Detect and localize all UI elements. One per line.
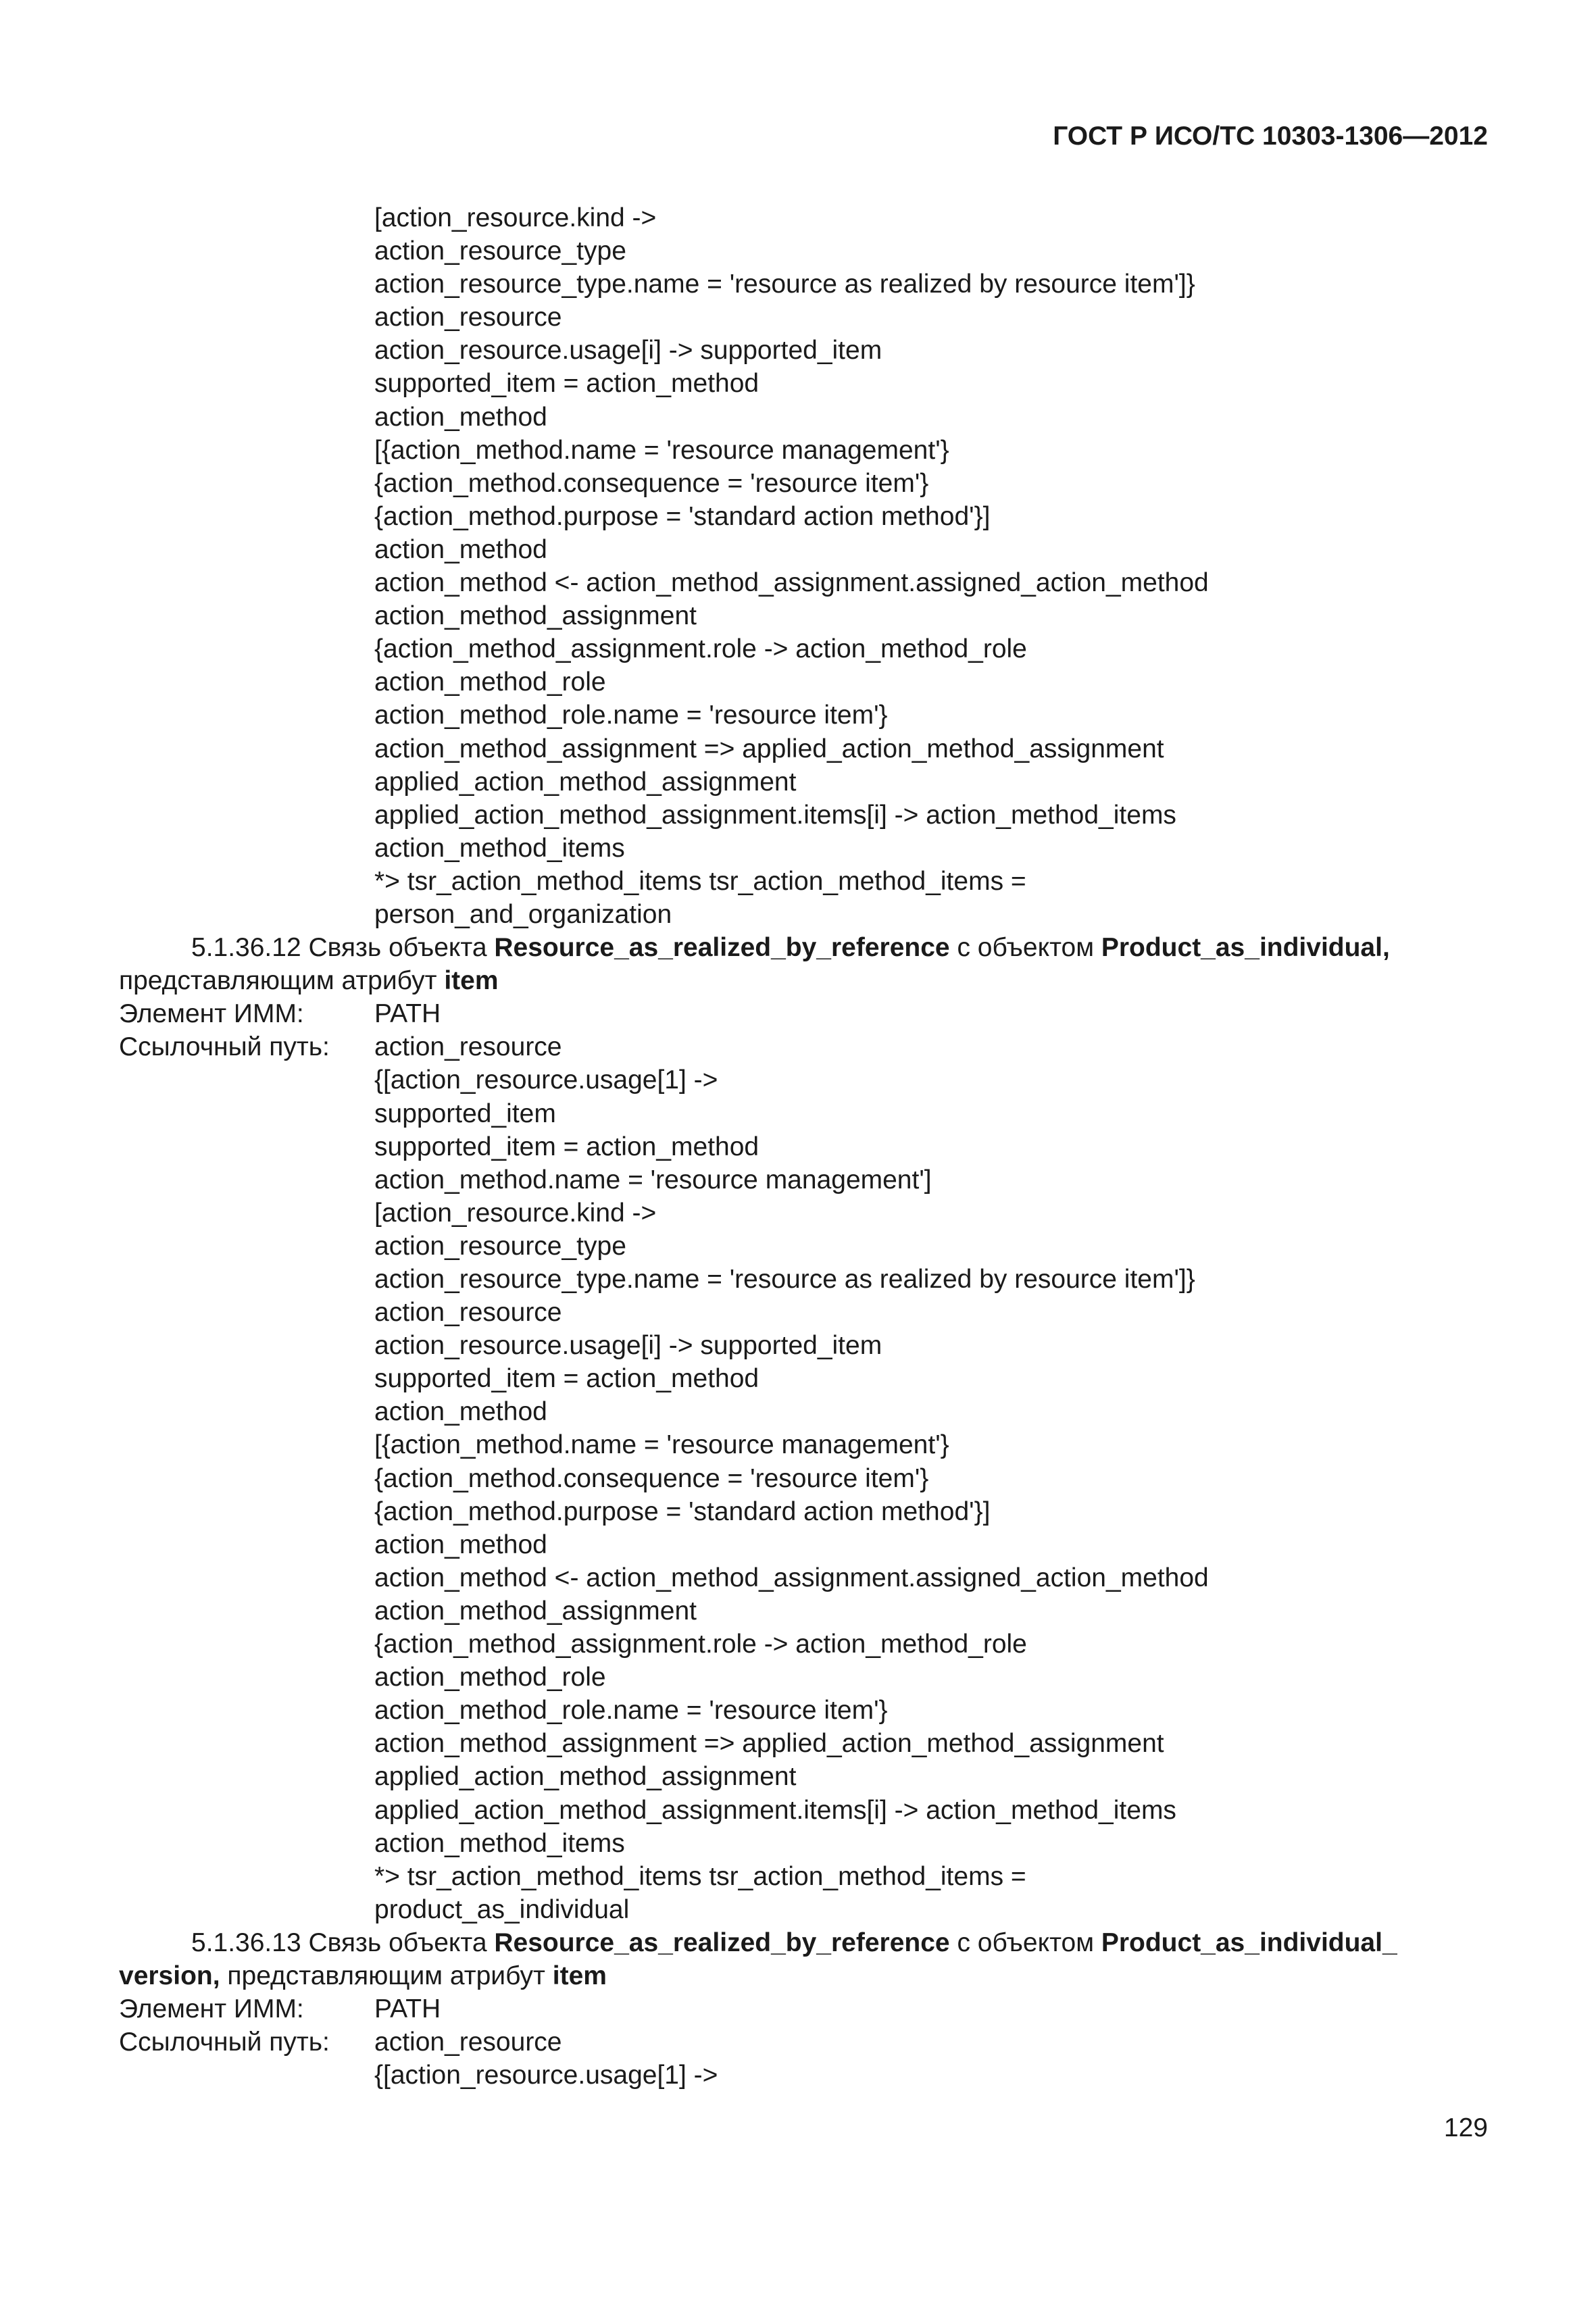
- path-line: action_resource_type.name = 'resource as realized by resource item']}: [374, 270, 1195, 299]
- target-entity-name: Product_as_individual_: [1101, 1928, 1397, 1957]
- path-line: action_method <- action_method_assignment.assigned_action_method: [374, 568, 1209, 598]
- reference-path-label: Ссылочный путь:: [119, 1032, 330, 1062]
- path-line: supported_item = action_method: [374, 1132, 759, 1161]
- reference-path-row: [119, 2026, 1488, 2059]
- path-line: action_method: [374, 534, 547, 564]
- section-text: с объектом: [949, 1928, 1101, 1957]
- path-line: action_method_assignment: [374, 1596, 697, 1626]
- path-line: action_method_role: [374, 668, 606, 697]
- section-number: 5.1.36.13: [191, 1928, 301, 1957]
- path-line: action_method_role.name = 'resource item'}: [374, 1696, 888, 1726]
- path-line: action_method: [374, 1530, 547, 1559]
- page-number: 129: [1443, 2113, 1488, 2142]
- path-line: {action_method_assignment.role -> action_method_role: [374, 1630, 1027, 1659]
- path-line: action_method_assignment => applied_action_method_assignment: [374, 734, 1164, 763]
- section-heading-5-1-36-12: [119, 931, 1488, 964]
- path-line: {action_method.consequence = 'resource item'}: [374, 1463, 929, 1493]
- aim-element-label: Элемент ИММ:: [119, 999, 304, 1029]
- path-line: action_method_items: [374, 1828, 625, 1858]
- path-line: {action_method_assignment.role -> action_method_role: [374, 634, 1027, 664]
- path-line: action_resource: [374, 303, 562, 332]
- section-heading-continuation: [119, 1959, 1488, 1992]
- path-line: action_resource: [374, 1032, 562, 1062]
- section-text: Связь объекта: [301, 933, 495, 963]
- top-path-block: [119, 201, 1488, 931]
- path-line: [action_resource.kind ->: [374, 1198, 657, 1228]
- path-line: action_method_assignment: [374, 601, 697, 631]
- path-line: action_method_assignment => applied_action_method_assignment: [374, 1729, 1164, 1759]
- path-line: action_method <- action_method_assignment.assigned_action_method: [374, 1563, 1209, 1592]
- target-entity-name: Product_as_individual,: [1101, 933, 1390, 963]
- attribute-name: item: [444, 966, 499, 996]
- source-entity-name: Resource_as_realized_by_reference: [494, 1928, 950, 1957]
- section-text: представляющим атрибут: [220, 1961, 553, 1990]
- path-line: *> tsr_action_method_items tsr_action_method_items =: [374, 1861, 1026, 1891]
- path-line: action_method.name = 'resource management']: [374, 1165, 932, 1194]
- document-body: [119, 201, 1488, 2092]
- path-line: applied_action_method_assignment.items[i] -> action_method_items: [374, 800, 1176, 830]
- path-line: {[action_resource.usage[1] ->: [374, 2061, 718, 2090]
- path-line: product_as_individual: [374, 1894, 630, 1924]
- path-line: action_resource_type.name = 'resource as realized by resource item']}: [374, 1265, 1195, 1294]
- path-line: supported_item = action_method: [374, 369, 759, 399]
- path-line: action_resource_type: [374, 236, 626, 266]
- aim-element-value: PATH: [374, 999, 441, 1029]
- path-line: action_resource_type: [374, 1231, 626, 1261]
- path-line: [action_resource.kind ->: [374, 203, 657, 232]
- path-line: action_method: [374, 1397, 547, 1427]
- path-line: action_method_role: [374, 1663, 606, 1692]
- target-entity-name-cont: version,: [119, 1961, 220, 1990]
- section-text: представляющим атрибут: [119, 966, 445, 996]
- section-text: Связь объекта: [301, 1928, 495, 1957]
- aim-element-row: [119, 997, 1488, 1030]
- reference-path-label: Ссылочный путь:: [119, 2028, 330, 2057]
- reference-path-row: [119, 1030, 1488, 1063]
- standard-code-header: ГОСТ Р ИСО/ТС 10303-1306—2012: [1053, 122, 1488, 151]
- path-line: action_resource: [374, 1298, 562, 1328]
- path-line: action_resource.usage[i] -> supported_item: [374, 336, 882, 366]
- aim-element-row: [119, 1992, 1488, 2026]
- path-line: action_method_role.name = 'resource item'}: [374, 701, 888, 730]
- path-line: *> tsr_action_method_items tsr_action_method_items =: [374, 866, 1026, 896]
- section-heading-continuation: [119, 964, 1488, 997]
- path-line: applied_action_method_assignment: [374, 1762, 797, 1792]
- attribute-name: item: [552, 1961, 607, 1990]
- path-line: {action_method.consequence = 'resource item'}: [374, 468, 929, 498]
- path-line: [{action_method.name = 'resource management'}: [374, 1430, 949, 1460]
- reference-path-block: [119, 1063, 1488, 1926]
- source-entity-name: Resource_as_realized_by_reference: [494, 933, 950, 963]
- path-line: action_resource: [374, 2028, 562, 2057]
- path-line: supported_item: [374, 1099, 556, 1128]
- path-line: action_method: [374, 402, 547, 432]
- path-line: [{action_method.name = 'resource management'}: [374, 435, 949, 465]
- section-heading-5-1-36-13: [119, 1926, 1488, 1959]
- section-number: 5.1.36.12: [191, 933, 301, 963]
- path-line: person_and_organization: [374, 899, 672, 929]
- path-line: applied_action_method_assignment.items[i] -> action_method_items: [374, 1795, 1176, 1825]
- aim-element-label: Элемент ИММ:: [119, 1994, 304, 2024]
- path-line: {[action_resource.usage[1] ->: [374, 1065, 718, 1095]
- path-line: applied_action_method_assignment: [374, 767, 797, 797]
- path-line: action_method_items: [374, 833, 625, 863]
- path-line: supported_item = action_method: [374, 1364, 759, 1394]
- section-text: с объектом: [949, 933, 1101, 963]
- path-line: {action_method.purpose = 'standard action method'}]: [374, 501, 991, 531]
- path-line: action_resource.usage[i] -> supported_item: [374, 1331, 882, 1361]
- aim-element-value: PATH: [374, 1994, 441, 2024]
- path-line: {action_method.purpose = 'standard action method'}]: [374, 1496, 991, 1526]
